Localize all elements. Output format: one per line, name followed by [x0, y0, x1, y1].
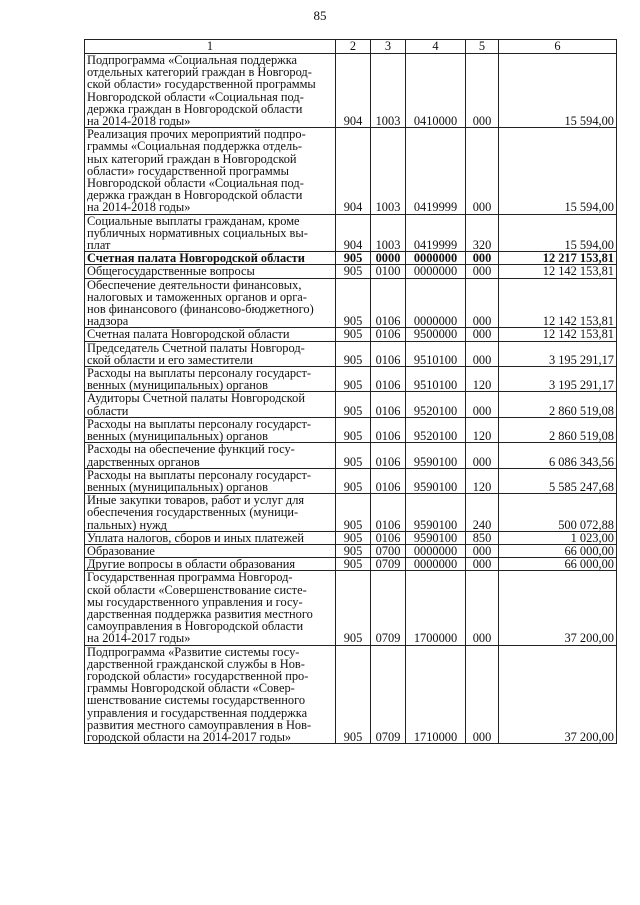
row-section-code: 0106	[371, 443, 406, 468]
row-description: Счетная палата Новгородской области	[85, 328, 336, 341]
row-expense-type: 000	[466, 252, 499, 265]
row-section-code: 0709	[371, 558, 406, 571]
row-amount: 2 860 519,08	[499, 392, 617, 417]
row-expense-type: 120	[466, 417, 499, 442]
row-amount: 2 860 519,08	[499, 417, 617, 442]
row-description: Реализация прочих мероприятий подпро- граммы «Социальная поддержка отдель- ных категорий граждан в Новгородской области» государственной программы Новгородской области «Социальная под- держка граждан в Новгородской области на 2014-2018 годы»	[85, 128, 336, 214]
row-expense-type: 000	[466, 645, 499, 744]
table-row	[85, 417, 617, 442]
table-row	[85, 392, 617, 417]
row-amount: 3 195 291,17	[499, 367, 617, 392]
row-expense-type: 000	[466, 128, 499, 214]
table-row	[85, 278, 617, 328]
row-section-code: 1003	[371, 128, 406, 214]
row-section-code: 0106	[371, 417, 406, 442]
row-expense-type: 320	[466, 214, 499, 252]
row-admin-code: 905	[336, 645, 371, 744]
table-row	[85, 443, 617, 468]
row-expense-type: 000	[466, 328, 499, 341]
row-description: Другие вопросы в области образования	[85, 558, 336, 571]
row-amount: 66 000,00	[499, 558, 617, 571]
row-admin-code: 905	[336, 531, 371, 544]
header-col-5: 5	[466, 40, 499, 54]
row-admin-code: 905	[336, 571, 371, 645]
row-article-code: 0410000	[406, 54, 466, 128]
header-col-1: 1	[85, 40, 336, 54]
row-expense-type: 000	[466, 278, 499, 328]
row-section-code: 0106	[371, 328, 406, 341]
table-row	[85, 468, 617, 493]
row-section-code: 1003	[371, 214, 406, 252]
row-section-code: 0709	[371, 571, 406, 645]
table-row	[85, 214, 617, 252]
row-article-code: 9520100	[406, 417, 466, 442]
row-description: Расходы на выплаты персоналу государст- венных (муниципальных) органов	[85, 468, 336, 493]
row-section-code: 0106	[371, 278, 406, 328]
row-article-code: 1700000	[406, 571, 466, 645]
row-section-code: 0106	[371, 494, 406, 532]
row-admin-code: 905	[336, 265, 371, 278]
table-row	[85, 54, 617, 128]
row-article-code: 1710000	[406, 645, 466, 744]
table-row	[85, 341, 617, 366]
row-article-code: 0000000	[406, 278, 466, 328]
row-description: Аудиторы Счетной палаты Новгородской области	[85, 392, 336, 417]
row-article-code: 9590100	[406, 531, 466, 544]
row-description: Счетная палата Новгородской области	[85, 252, 336, 265]
row-admin-code: 905	[336, 328, 371, 341]
table-row	[85, 645, 617, 744]
row-admin-code: 904	[336, 214, 371, 252]
row-admin-code: 905	[336, 468, 371, 493]
row-amount: 6 086 343,56	[499, 443, 617, 468]
row-description: Расходы на выплаты персоналу государст- венных (муниципальных) органов	[85, 417, 336, 442]
row-description: Подпрограмма «Социальная поддержка отдельных категорий граждан в Новгород- ской области» государственной программы Новгородской области «Социальная под- держка граждан в Новгородской области на 2014-2018 годы»	[85, 54, 336, 128]
row-expense-type: 000	[466, 392, 499, 417]
table-row	[85, 558, 617, 571]
header-col-3: 3	[371, 40, 406, 54]
row-amount: 15 594,00	[499, 54, 617, 128]
row-expense-type: 120	[466, 468, 499, 493]
row-article-code: 9510100	[406, 367, 466, 392]
row-description: Расходы на обеспечение функций госу- дарственных органов	[85, 443, 336, 468]
row-admin-code: 904	[336, 54, 371, 128]
budget-table	[84, 39, 617, 744]
row-article-code: 9590100	[406, 468, 466, 493]
row-article-code: 0000000	[406, 252, 466, 265]
row-article-code: 0419999	[406, 214, 466, 252]
row-article-code: 0000000	[406, 265, 466, 278]
row-admin-code: 905	[336, 443, 371, 468]
table-row	[85, 265, 617, 278]
row-admin-code: 905	[336, 392, 371, 417]
row-description: Подпрограмма «Развитие системы госу- дарственной гражданской службы в Нов- городской области» государственной про- граммы Новгородской области «Совер- шенствование системы государственного управления и государственная поддержка развития местного самоуправления в Нов- городской области на 2014-2017 годы»	[85, 645, 336, 744]
row-description: Председатель Счетной палаты Новгород- ской области и его заместители	[85, 341, 336, 366]
row-amount: 15 594,00	[499, 128, 617, 214]
row-admin-code: 905	[336, 367, 371, 392]
header-col-2: 2	[336, 40, 371, 54]
row-admin-code: 905	[336, 341, 371, 366]
row-amount: 37 200,00	[499, 571, 617, 645]
page-number: 85	[313, 8, 327, 23]
row-admin-code: 905	[336, 494, 371, 532]
row-amount: 12 142 153,81	[499, 265, 617, 278]
row-amount: 15 594,00	[499, 214, 617, 252]
row-expense-type: 000	[466, 544, 499, 557]
row-description: Обеспечение деятельности финансовых, налоговых и таможенных органов и орга- нов финансового (финансово-бюджетного) надзора	[85, 278, 336, 328]
table-row	[85, 367, 617, 392]
row-admin-code: 905	[336, 252, 371, 265]
row-section-code: 0106	[371, 341, 406, 366]
row-description: Государственная программа Новгород- ской области «Совершенствование систе- мы государственного управления и госу- дарственная поддержка развития местного самоуправления в Новгородской области на 2014-2017 годы»	[85, 571, 336, 645]
row-section-code: 0000	[371, 252, 406, 265]
row-admin-code: 905	[336, 558, 371, 571]
row-description: Уплата налогов, сборов и иных платежей	[85, 531, 336, 544]
row-amount: 500 072,88	[499, 494, 617, 532]
table-row	[85, 571, 617, 645]
header-col-6: 6	[499, 40, 617, 54]
row-expense-type: 000	[466, 341, 499, 366]
row-article-code: 0419999	[406, 128, 466, 214]
row-article-code: 0000000	[406, 558, 466, 571]
row-expense-type: 120	[466, 367, 499, 392]
row-section-code: 1003	[371, 54, 406, 128]
row-amount: 5 585 247,68	[499, 468, 617, 493]
row-amount: 3 195 291,17	[499, 341, 617, 366]
row-article-code: 9590100	[406, 494, 466, 532]
row-description: Общегосударственные вопросы	[85, 265, 336, 278]
row-article-code: 9520100	[406, 392, 466, 417]
row-expense-type: 240	[466, 494, 499, 532]
row-section-code: 0100	[371, 265, 406, 278]
table-row	[85, 531, 617, 544]
row-section-code: 0106	[371, 367, 406, 392]
row-description: Социальные выплаты гражданам, кроме публичных нормативных социальных вы- плат	[85, 214, 336, 252]
row-amount: 66 000,00	[499, 544, 617, 557]
row-article-code: 0000000	[406, 544, 466, 557]
table-row	[85, 544, 617, 557]
table-row	[85, 252, 617, 265]
table-header-row	[85, 40, 617, 54]
row-article-code: 9500000	[406, 328, 466, 341]
row-expense-type: 000	[466, 558, 499, 571]
row-section-code: 0709	[371, 645, 406, 744]
header-col-4: 4	[406, 40, 466, 54]
table-row	[85, 128, 617, 214]
row-amount: 12 217 153,81	[499, 252, 617, 265]
row-description: Расходы на выплаты персоналу государст- венных (муниципальных) органов	[85, 367, 336, 392]
row-article-code: 9590100	[406, 443, 466, 468]
row-expense-type: 000	[466, 443, 499, 468]
row-amount: 1 023,00	[499, 531, 617, 544]
row-section-code: 0106	[371, 392, 406, 417]
row-article-code: 9510100	[406, 341, 466, 366]
row-description: Иные закупки товаров, работ и услуг для обеспечения государственных (муници- пальных) нужд	[85, 494, 336, 532]
row-admin-code: 905	[336, 278, 371, 328]
row-admin-code: 905	[336, 544, 371, 557]
row-expense-type: 000	[466, 265, 499, 278]
table-row	[85, 494, 617, 532]
row-amount: 12 142 153,81	[499, 328, 617, 341]
row-admin-code: 904	[336, 128, 371, 214]
row-expense-type: 000	[466, 571, 499, 645]
row-amount: 37 200,00	[499, 645, 617, 744]
row-section-code: 0106	[371, 531, 406, 544]
row-expense-type: 000	[466, 54, 499, 128]
row-amount: 12 142 153,81	[499, 278, 617, 328]
row-expense-type: 850	[466, 531, 499, 544]
row-admin-code: 905	[336, 417, 371, 442]
row-section-code: 0106	[371, 468, 406, 493]
row-section-code: 0700	[371, 544, 406, 557]
table-row	[85, 328, 617, 341]
row-description: Образование	[85, 544, 336, 557]
